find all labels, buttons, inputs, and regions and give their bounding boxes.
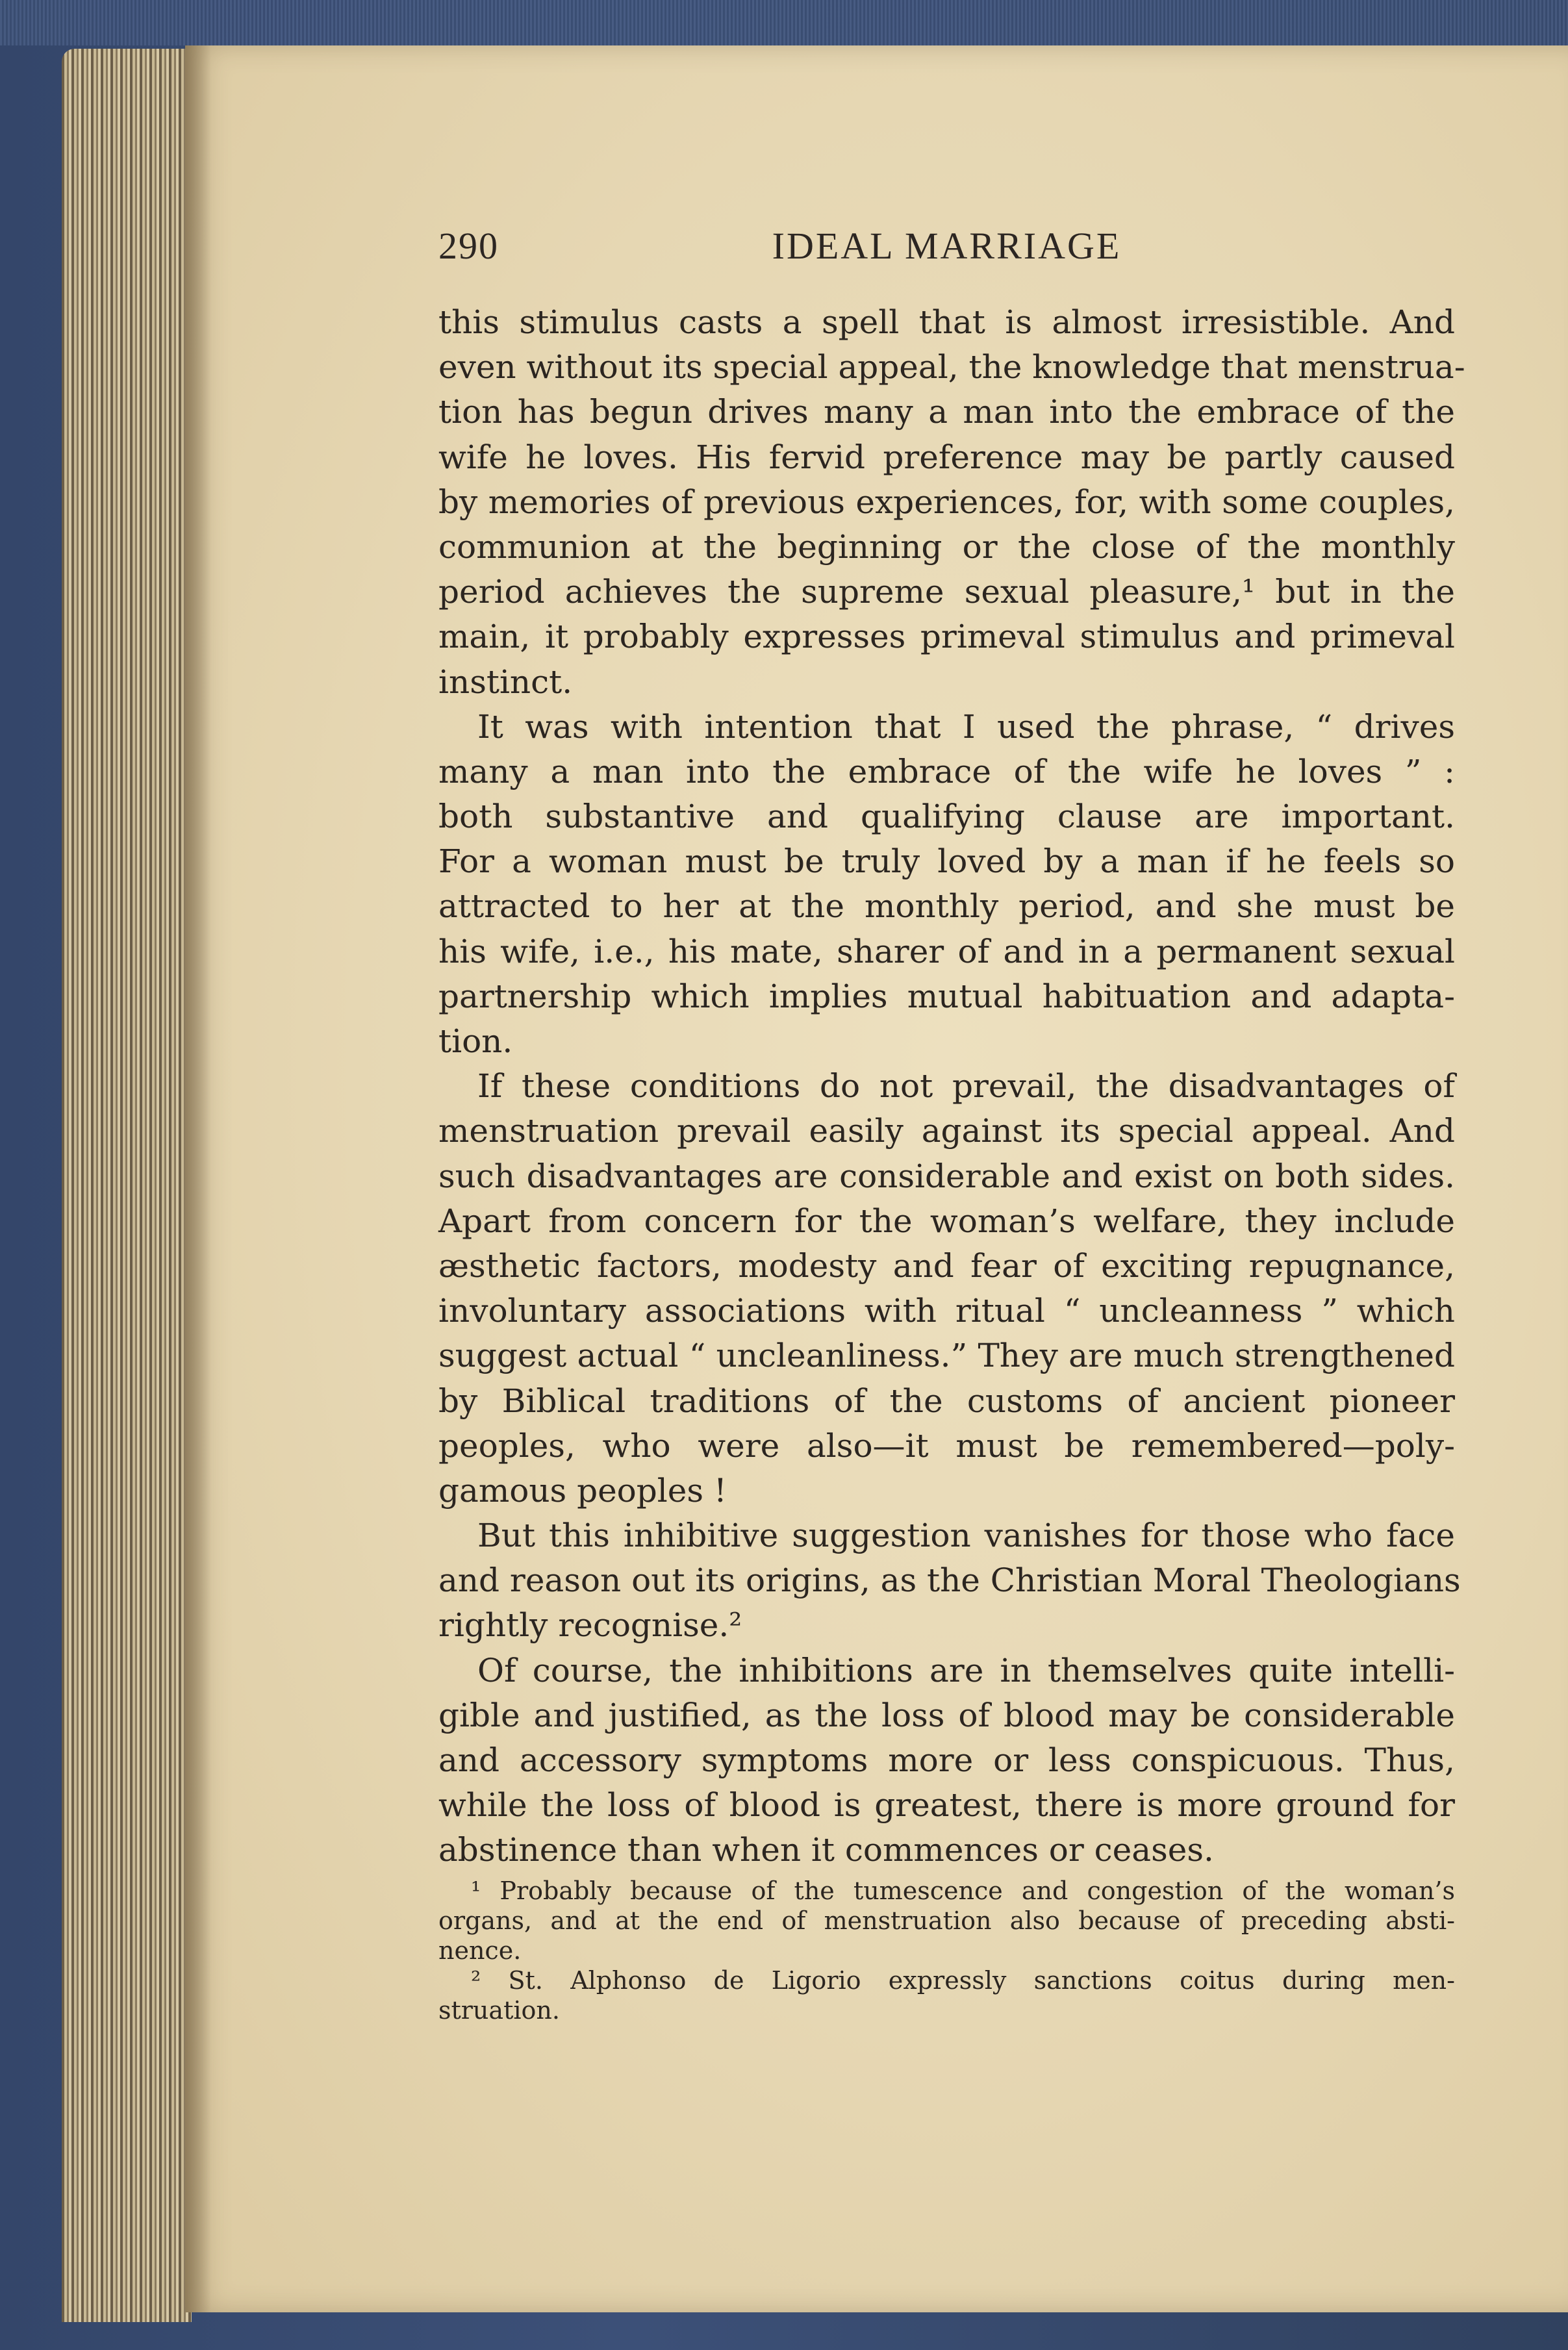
body-line: many a man into the embrace of the wife he loves ” : (438, 752, 1455, 790)
body-line: æsthetic factors, modesty and fear of exciting repugnance, (438, 1246, 1455, 1285)
body-line: rightly recognise.² (438, 1606, 742, 1645)
body-line: by Biblical traditions of the customs of ancient pioneer (438, 1382, 1455, 1420)
body-line: involuntary associations with ritual “ uncleanness ” which (438, 1292, 1455, 1330)
body-line: partnership which implies mutual habituation and adapta- (438, 977, 1455, 1015)
running-title: IDEAL MARRIAGE (772, 225, 1122, 267)
body-line: and accessory symptoms more or less conspicuous. Thus, (438, 1741, 1455, 1779)
page-number: 290 (438, 225, 499, 267)
body-line: both substantive and qualifying clause are important. (438, 798, 1455, 836)
body-text (438, 300, 1465, 1873)
footnote-line: ² St. Alphonso de Ligorio expressly sanctions coitus during men- (471, 1966, 1455, 1995)
body-line: tion has begun drives many a man into the embrace of the (438, 393, 1455, 431)
footnote-line: organs, and at the end of menstruation also because of preceding absti- (438, 1906, 1455, 1935)
body-line: instinct. (438, 663, 573, 701)
body-line: even without its special appeal, the knowledge that menstrua- (438, 348, 1465, 386)
body-line: It was with intention that I used the phrase, “ drives (477, 707, 1455, 746)
body-line: attracted to her at the monthly period, and she must be (438, 887, 1455, 926)
body-line: wife he loves. His fervid preference may be partly caused (438, 438, 1455, 476)
body-line: If these conditions do not prevail, the disadvantages of (477, 1067, 1455, 1106)
body-line: gible and justified, as the loss of blood may be considerable (438, 1696, 1455, 1734)
page-edges-stack (62, 49, 192, 2322)
body-line: period achieves the supreme sexual pleasure,¹ but in the (438, 573, 1455, 611)
body-line: his wife, i.e., his mate, sharer of and in a permanent sexual (438, 932, 1455, 970)
body-line: communion at the beginning or the close of the monthly (438, 527, 1455, 566)
body-line: main, it probably expresses primeval stimulus and primeval (438, 618, 1455, 656)
body-line: Of course, the inhibitions are in themselves quite intelli- (477, 1651, 1455, 1689)
page-gutter-shadow (185, 45, 211, 2312)
body-line: menstruation prevail easily against its special appeal. And (438, 1112, 1455, 1150)
cover-cloth-edge (0, 0, 1568, 45)
body-line: For a woman must be truly loved by a man if he feels so (438, 842, 1455, 881)
body-line: while the loss of blood is greatest, there is more ground for (438, 1786, 1455, 1825)
body-line: this stimulus casts a spell that is almost irresistible. And (438, 303, 1455, 341)
body-line: suggest actual “ uncleanliness.” They are much strengthened (438, 1337, 1455, 1375)
body-line: abstinence than when it commences or ceases. (438, 1831, 1214, 1869)
running-header (438, 224, 1455, 276)
body-line: such disadvantages are considerable and exist on both sides. (438, 1157, 1455, 1195)
body-line: But this inhibitive suggestion vanishes for those who face (477, 1517, 1455, 1555)
footnote-line: struation. (438, 1996, 560, 2025)
body-line: gamous peoples ! (438, 1471, 727, 1510)
body-line: tion. (438, 1022, 513, 1060)
footnote-line: ¹ Probably because of the tumescence and congestion of the woman’s (471, 1876, 1455, 1905)
body-line: by memories of previous experiences, for, with some couples, (438, 483, 1455, 521)
footnote-line: nence. (438, 1936, 522, 1965)
body-line: peoples, who were also—it must be remembered—poly- (438, 1426, 1455, 1465)
body-line: Apart from concern for the woman’s welfare, they include (438, 1202, 1455, 1240)
body-line: and reason out its origins, as the Christian Moral Theologians (438, 1561, 1461, 1600)
footnotes (438, 1876, 1455, 2025)
